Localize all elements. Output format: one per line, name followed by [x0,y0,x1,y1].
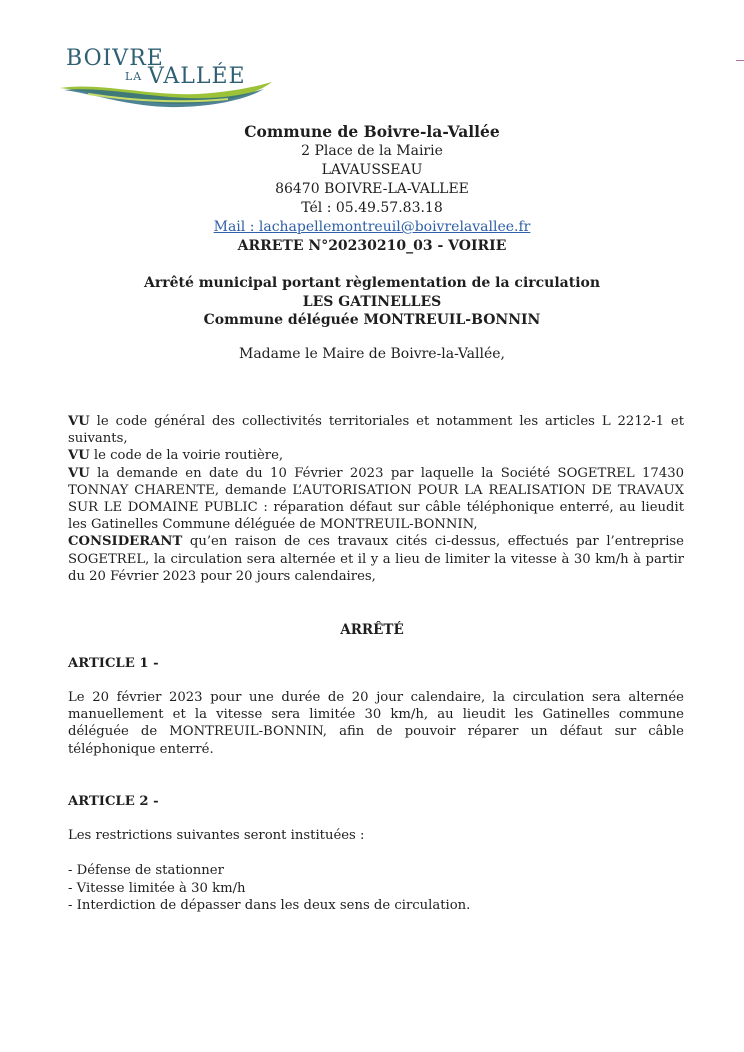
consideration-lead: CONSIDERANT [68,534,183,550]
consideration-text: le code de la voirie routière, [89,448,284,464]
address-line-3: 86470 BOIVRE-LA-VALLEE [275,181,469,197]
consideration-lead: VU [68,448,90,464]
logo-word-vallee: VALLÉE [148,64,246,89]
article-1-text: Le 20 février 2023 pour une durée de 20 jour calendaire, la circulation sera alternée manuellement et la vitesse sera limitée 30 km/h, au lieudit les Gatinelles commune déléguée de MONTREUIL-BONNIN, afin de pouvoir réparer un défaut sur câble téléphonique enterré. [68,690,684,757]
arrete-number: ARRETE N°20230210_03 - VOIRIE [237,238,507,254]
article-2-heading: ARTICLE 2 - [68,794,159,809]
article-1-heading: ARTICLE 1 - [68,656,159,671]
address-line-2: LAVAUSSEAU [321,162,423,178]
address-line-1: 2 Place de la Mairie [301,143,443,159]
considerations [68,413,684,585]
article-2-intro: Les restrictions suivantes seront instituées : [68,828,365,843]
subject-line-1: Arrêté municipal portant règlementation de la circulation [143,275,601,291]
list-item: - Vitesse limitée à 30 km/h [68,880,246,896]
consideration-item [68,465,684,534]
consideration-text: la demande en date du 10 Février 2023 par laquelle la Société SOGETREL 17430 TONNAY CHARENTE, demande L’AUTORISATION POUR LA REALISATION DE TRAVAUX SUR LE DOMAINE PUBLIC : réparation défaut sur câble téléphonique enterré, au lieudit les Gatinelles Commune déléguée de MONTREUIL-BONNIN, [68,465,684,533]
logo-word-la: LA [125,70,143,83]
consideration-text: qu’en raison de ces travaux cités ci-dessus, effectués par l’entreprise SOGETREL, la circulation sera alternée et il y a lieu de limiter la vitesse à 30 km/h à partir du 20 Février 2023 pour 20 jours calendaires, [68,534,684,584]
consideration-lead: VU [68,465,90,481]
consideration-lead: VU [68,414,90,429]
letterhead [0,122,744,256]
consideration-item [68,447,684,464]
consideration-text: le code général des collectivités territoriales et notamment les articles L 2212-1 et suivants, [68,414,684,447]
subject-line-2: LES GATINELLES [302,293,442,310]
edge-mark [736,60,744,61]
consideration-item [68,413,684,447]
logo [58,44,278,124]
arrete-heading: ARRÊTÉ [340,622,404,638]
list-item: - Défense de stationner [68,863,224,878]
phone: Tél : 05.49.57.83.18 [301,200,443,216]
mayor-line: Madame le Maire de Boivre-la-Vallée, [239,346,505,362]
subject-line-3: Commune déléguée MONTREUIL-BONNIN [203,312,541,328]
consideration-item [68,533,684,585]
list-item: - Interdiction de dépasser dans les deux sens de circulation. [68,898,471,913]
subject [0,274,744,330]
logo-word-boivre: BOIVRE [66,46,164,71]
restrictions-list [68,862,470,915]
mail-link[interactable]: Mail : lachapellemontreuil@boivrelavallee.fr [213,219,531,235]
commune-title: Commune de Boivre-la-Vallée [244,122,500,141]
